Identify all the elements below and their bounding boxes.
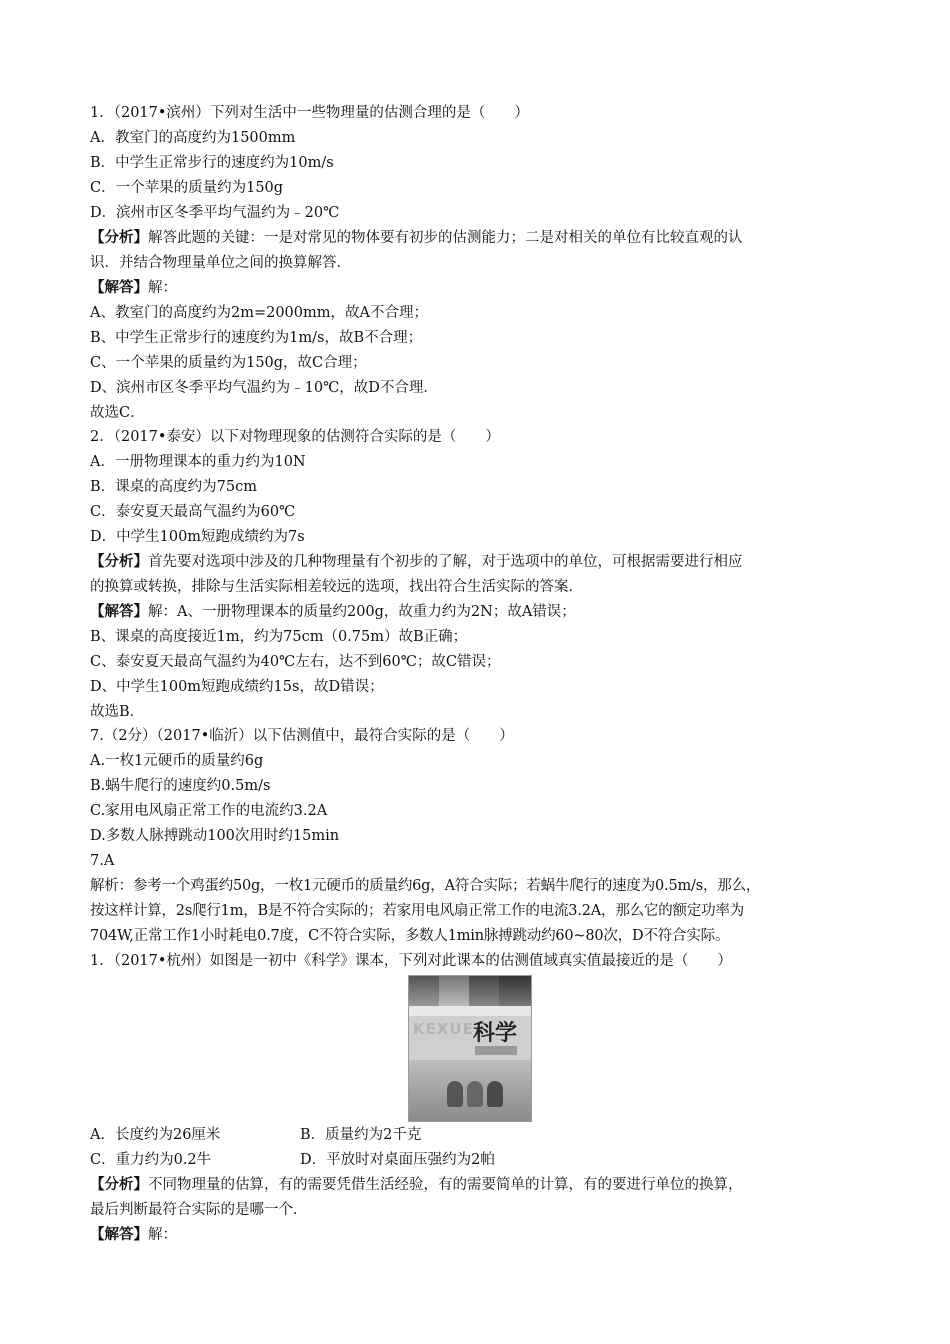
q2-analysis: 【分析】首先要对选项中涉及的几种物理量有个初步的了解，对于选项中的单位，可根据需要进行相应 xyxy=(90,553,743,570)
book-subtitle-bar xyxy=(475,1046,517,1055)
q4-stem: 1．（2017•杭州）如图是一初中《科学》课本，下列对此课本的估测值域真实值最接近的是（ ） xyxy=(90,953,732,969)
q2-answer-c: C、泰安夏天最高气温约为40℃左右，达不到60℃；故C错误； xyxy=(90,654,501,670)
q1-answer-d: D、滨州市区冬季平均气温约为﹣10℃，故D不合理． xyxy=(90,380,438,396)
q1-choice: 故选C． xyxy=(90,405,145,421)
q1-analysis: 【分析】解答此题的关键：一是对常见的物体要有初步的估测能力；二是对相关的单位有比较直观的认 xyxy=(90,229,743,246)
q1-answer-head: 【解答】解： xyxy=(90,279,177,296)
q1-option-b: B．中学生正常步行的速度约为10m/s xyxy=(90,155,334,171)
q3-option-b: B.蜗牛爬行的速度约0.5m/s xyxy=(90,778,271,794)
q1-option-c: C．一个苹果的质量约为150g xyxy=(90,180,284,196)
book-latin-title: KEXUE xyxy=(413,1020,474,1038)
q1-stem: 1．（2017•滨州）下列对生活中一些物理量的估测合理的是（ ） xyxy=(90,105,529,121)
book-title: 科学 xyxy=(473,1021,518,1046)
q3-explanation-end: 704W,正常工作1小时耗电0.7度，C不符合实际，多数人1min脉搏跳动约60~80次，D不符合实际。 xyxy=(90,928,730,944)
book-cover-scene xyxy=(409,1060,531,1121)
q4-options-row1 xyxy=(90,1125,421,1145)
q3-explanation-cont: 按这样计算，2s爬行1m，B是不符合实际的；若家用电风扇正常工作的电流3.2A，那么它的额定功率为 xyxy=(90,903,745,919)
q4-option-d: D．平放时对桌面压强约为2帕 xyxy=(300,1152,495,1168)
q4-analysis-cont: 最后判断最符合实际的是哪一个． xyxy=(90,1202,308,1218)
q4-option-b: B．质量约为2千克 xyxy=(300,1127,422,1143)
q3-option-a: A.一枚1元硬币的质量约6g xyxy=(90,753,264,769)
q2-analysis-cont: 的换算或转换，排除与生活实际相差较远的选项，找出符合生活实际的答案． xyxy=(90,579,583,595)
q1-answer-c: C、一个苹果的质量约为150g，故C合理； xyxy=(90,355,367,371)
q1-answer-a: A、教室门的高度约为2m=2000mm，故A不合理； xyxy=(90,305,428,321)
q2-option-a: A．一册物理课本的重力约为10N xyxy=(90,454,306,470)
q4-option-a: A．长度约为26厘米 xyxy=(90,1127,221,1143)
q4-options-row2 xyxy=(90,1150,495,1170)
q4-answer-head: 【解答】解： xyxy=(90,1226,177,1243)
q3-option-d: D.多数人脉搏跳动100次用时约15min xyxy=(90,828,340,844)
q1-answer-b: B、中学生正常步行的速度约为1m/s，故B不合理； xyxy=(90,330,423,346)
q2-answer-b: B、课桌的高度接近1m，约为75cm（0.75m）故B正确； xyxy=(90,629,468,645)
q4-option-c: C．重力约为0.2牛 xyxy=(90,1152,212,1168)
q3-answer: 7.A xyxy=(90,853,115,869)
science-textbook-image xyxy=(408,975,532,1122)
q2-option-c: C．泰安夏天最高气温约为60℃ xyxy=(90,504,296,520)
q2-option-b: B．课桌的高度约为75cm xyxy=(90,479,257,495)
q1-option-a: A．教室门的高度约为1500mm xyxy=(90,130,296,146)
q1-analysis-cont: 识．并结合物理量单位之间的换算解答． xyxy=(90,255,351,271)
q3-option-c: C.家用电风扇正常工作的电流约3.2A xyxy=(90,803,328,819)
q2-answer-a: 【解答】解：A、一册物理课本的质量约200g，故重力约为2N；故A错误； xyxy=(90,603,576,620)
q3-stem: 7.（2分）（2017•临沂）以下估测值中，最符合实际的是（ ） xyxy=(90,728,514,744)
q2-answer-d: D、中学生100m短跑成绩约15s，故D错误； xyxy=(90,679,384,695)
q2-option-d: D．中学生100m短跑成绩约为7s xyxy=(90,529,305,545)
q4-analysis: 【分析】不同物理量的估算，有的需要凭借生活经验，有的需要简单的计算，有的要进行单位的换算， xyxy=(90,1176,743,1193)
q2-stem: 2．（2017•泰安）以下对物理现象的估测符合实际的是（ ） xyxy=(90,429,500,445)
q2-choice: 故选B． xyxy=(90,704,145,720)
q1-option-d: D．滨州市区冬季平均气温约为﹣20℃ xyxy=(90,205,340,221)
q3-explanation: 解析：参考一个鸡蛋约50g，一枚1元硬币的质量约6g，A符合实际；若蜗牛爬行的速度为0.5m/s，那么， xyxy=(90,878,761,894)
